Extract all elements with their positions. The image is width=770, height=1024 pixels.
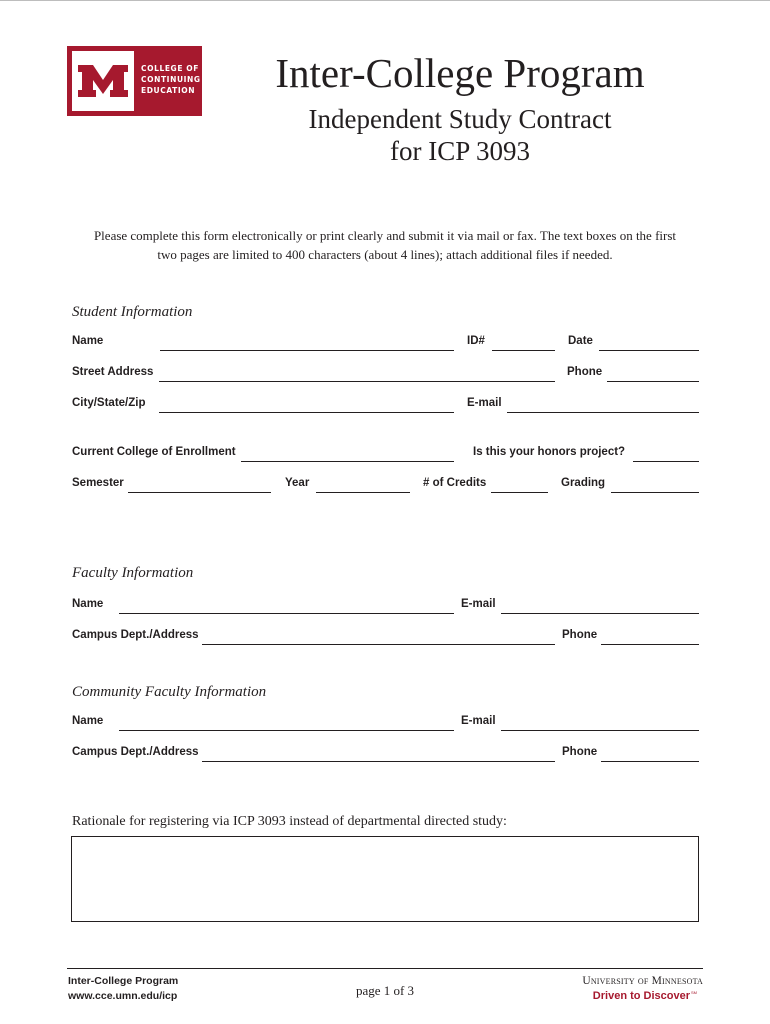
faculty-section-heading: Faculty Information <box>72 565 194 581</box>
honors-project-label: Is this your honors project? <box>473 446 626 458</box>
community-phone-label: Phone <box>562 746 598 758</box>
college-logo <box>67 46 202 116</box>
student-phone-field[interactable] <box>607 381 699 382</box>
footer-url-link[interactable]: www.cce.umn.edu/icp <box>68 990 178 1002</box>
current-college-label: Current College of Enrollment <box>72 446 236 458</box>
registered-mark: ® <box>134 98 138 104</box>
community-name-label: Name <box>72 715 104 727</box>
logo-text <box>141 63 199 96</box>
instructions-line: two pages are limited to 400 characters (about 4 lines); attach additional files if needed. <box>157 247 613 262</box>
credits-field[interactable] <box>491 492 548 493</box>
logo-line: COLLEGE OF <box>141 64 199 73</box>
grading-label: Grading <box>561 477 606 489</box>
community-email-label: E-mail <box>461 715 496 727</box>
rationale-textbox[interactable] <box>71 836 699 922</box>
student-name-label: Name <box>72 335 104 347</box>
date-field[interactable] <box>599 350 699 351</box>
service-mark: SM <box>691 990 697 995</box>
footer-program-name: Inter-College Program <box>68 975 179 987</box>
community-name-field[interactable] <box>119 730 454 731</box>
student-phone-label: Phone <box>567 366 603 378</box>
university-name: University of Minnesota <box>582 975 703 987</box>
instructions-line: Please complete this form electronically or print clearly and submit it via mail or fax. The text boxes on the first <box>93 228 677 243</box>
faculty-dept-label: Campus Dept./Address <box>72 629 199 641</box>
city-state-zip-label: City/State/Zip <box>72 397 146 409</box>
logo-line: CONTINUING <box>141 75 201 84</box>
subtitle-line: for ICP 3093 <box>390 136 530 166</box>
student-id-field[interactable] <box>492 350 555 351</box>
page-subtitle <box>200 103 720 167</box>
honors-project-field[interactable] <box>633 461 699 462</box>
top-rule <box>0 0 770 1</box>
faculty-name-field[interactable] <box>119 613 454 614</box>
faculty-dept-field[interactable] <box>202 644 555 645</box>
subtitle-line: Independent Study Contract <box>308 104 612 134</box>
community-dept-label: Campus Dept./Address <box>72 746 199 758</box>
block-m-logo-icon <box>72 51 138 111</box>
university-tagline: Driven to Discover <box>592 990 690 1002</box>
date-label: Date <box>568 335 593 347</box>
semester-field[interactable] <box>128 492 271 493</box>
logo-line: EDUCATION <box>141 86 196 95</box>
footer-rule <box>67 968 703 969</box>
community-section-heading: Community Faculty Information <box>72 684 267 700</box>
community-phone-field[interactable] <box>601 761 699 762</box>
faculty-phone-label: Phone <box>562 629 598 641</box>
page-number: page 1 of 3 <box>355 983 415 998</box>
year-field[interactable] <box>316 492 410 493</box>
semester-label: Semester <box>72 477 124 489</box>
page-title: Inter-College Program <box>275 50 645 96</box>
year-label: Year <box>285 477 310 489</box>
community-email-field[interactable] <box>501 730 699 731</box>
community-dept-field[interactable] <box>202 761 555 762</box>
current-college-field[interactable] <box>241 461 454 462</box>
student-email-field[interactable] <box>507 412 699 413</box>
street-address-label: Street Address <box>72 366 154 378</box>
faculty-email-field[interactable] <box>501 613 699 614</box>
faculty-email-label: E-mail <box>461 598 496 610</box>
street-address-field[interactable] <box>159 381 555 382</box>
faculty-phone-field[interactable] <box>601 644 699 645</box>
student-id-label: ID# <box>467 335 485 347</box>
rationale-question: Rationale for registering via ICP 3093 instead of departmental directed study: <box>72 814 507 829</box>
faculty-name-label: Name <box>72 598 104 610</box>
university-wordmark <box>540 975 703 987</box>
credits-label: # of Credits <box>423 477 487 489</box>
student-section-heading: Student Information <box>72 304 193 320</box>
grading-field[interactable] <box>611 492 699 493</box>
city-state-zip-field[interactable] <box>159 412 454 413</box>
student-name-field[interactable] <box>160 350 454 351</box>
student-email-label: E-mail <box>467 397 502 409</box>
instructions <box>70 226 700 264</box>
